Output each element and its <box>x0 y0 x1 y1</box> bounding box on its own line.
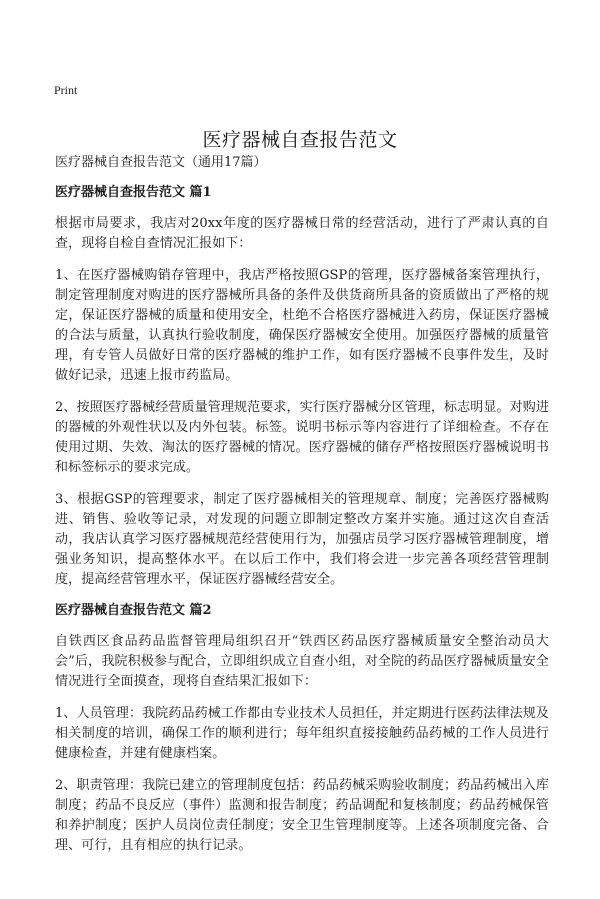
paragraph: 根据市局要求，我店对20xx年度的医疗器械日常的经营活动，进行了严肃认真的自查，现将自检自查情况汇报如下： <box>55 216 549 251</box>
document-subtitle: 医疗器械自查报告范文（通用17篇） <box>55 155 267 170</box>
paragraph: 1、人员管理：我院药品药械工作都由专业技术人员担任，并定期进行医药法律法规及相关制度的培训，确保工作的顺利进行；每年组织直接接触药品药械的工作人员进行健康检查，并建有健康档案。 <box>55 706 549 761</box>
paragraph: 3、根据GSP的管理要求，制定了医疗器械相关的管理规章、制度；完善医疗器械购进、销售、验收等记录，对发现的问题立即制定整改方案并实施。通过这次自查活动，我店认真学习医疗器械规范经营使用行为，加强店员学习医疗器械管理制度，增强业务知识，提高整体水平。在以后工作中，我们将会进一步完善各项经营管理制度，提高经营管理水平，保证医疗器械经营安全。 <box>55 492 549 587</box>
document-body <box>55 154 549 868</box>
paragraph: 2、按照医疗器械经营质量管理规范要求，实行医疗器械分区管理，标志明显。对购进的器械的外观性状以及内外包装。标签。说明书标示等内容进行了详细检查。不存在使用过期、失效、淘汰的医疗器械的情况。医疗器械的储存严格按照医疗器械说明书和标签标示的要求完成。 <box>55 400 549 475</box>
paragraph: 2、职责管理：我院已建立的管理制度包括：药品药械采购验收制度；药品药械出入库制度；药品不良反应（事件）监测和报告制度；药品调配和复核制度；药品药械保管和养护制度；医护人员岗位责任制度；安全卫生管理制度等。上述各项制度完备、合理、可行，且有相应的执行记录。 <box>55 778 549 853</box>
section-heading: 医疗器械自查报告范文 篇1 <box>55 185 212 200</box>
document-title: 医疗器械自查报告范文 <box>202 128 398 151</box>
section-2 <box>55 602 549 856</box>
paragraph: 1、在医疗器械购销存管理中，我店严格按照GSP的管理，医疗器械备案管理执行，制定管理制度对购进的医疗器械所具备的条件及供货商所具备的资质做出了严格的规定，保证医疗器械的质量和使用安全，杜绝不合格医疗器械进入药房，保证医疗器械的合法与质量，认真执行验收制度，确保医疗器械安全使用。加强医疗器械的质量管理，有专管人员做好日常的医疗器械的维护工作，如有医疗器械不良事件发生，及时做好记录，迅速上报市药监局。 <box>55 268 549 383</box>
section-heading: 医疗器械自查报告范文 篇2 <box>55 603 212 618</box>
print-label[interactable]: Print <box>54 83 78 97</box>
paragraph: 自铁西区食品药品监督管理局组织召开“铁西区药品医疗器械质量安全整治动员大会”后，我院积极参与配合，立即组织成立自查小组，对全院的药品医疗器械质量安全情况进行全面摸查，现将自查结果汇报如下： <box>55 634 549 689</box>
section-1 <box>55 184 549 590</box>
